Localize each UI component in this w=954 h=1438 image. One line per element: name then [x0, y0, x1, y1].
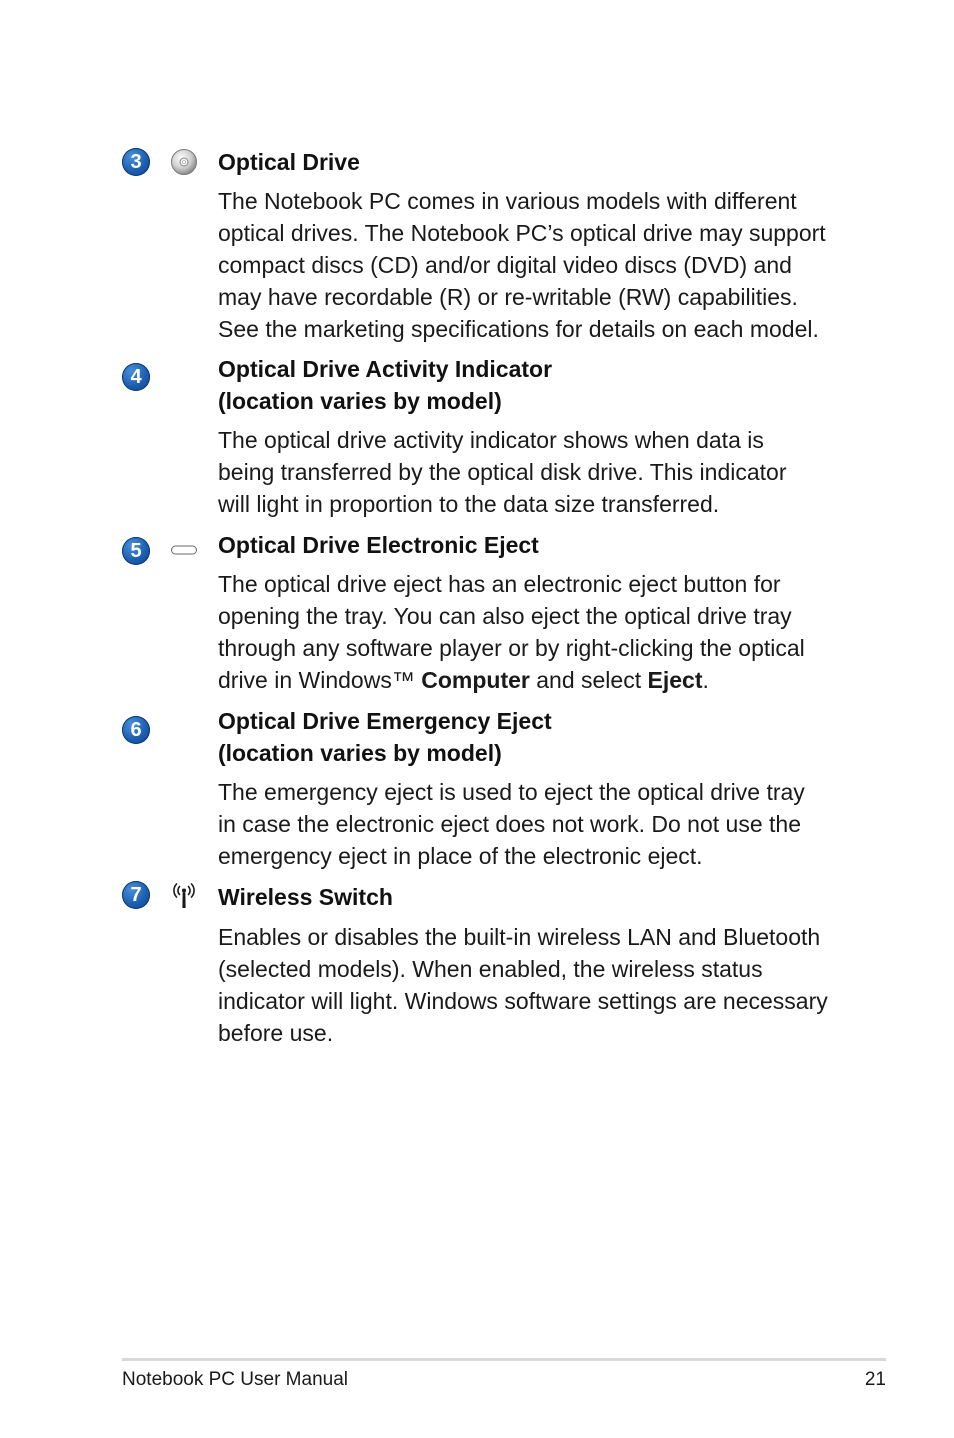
body-line: may have recordable (R) or re-writable (RW) capabilities.	[218, 284, 798, 310]
footer-divider	[122, 1358, 886, 1361]
footer-manual-title: Notebook PC User Manual	[122, 1369, 348, 1390]
body-text: drive in Windows™	[218, 667, 422, 693]
body-line: See the marketing specifications for details on each model.	[218, 316, 819, 342]
body-bold-eject: Eject	[647, 667, 703, 693]
item-body-optical-drive	[218, 185, 850, 345]
item-number-badge-3: 3	[122, 148, 150, 176]
body-line: The Notebook PC comes in various models with different	[218, 188, 797, 214]
body-line: in case the electronic eject does not work. Do not use the	[218, 811, 801, 837]
item-body-optical-drive-electronic-eject	[218, 568, 850, 696]
body-line: optical drives. The Notebook PC’s optical drive may support	[218, 220, 826, 246]
eject-button-icon	[170, 536, 198, 564]
title-line: Optical Drive Activity Indicator	[218, 356, 553, 382]
body-text: .	[702, 667, 709, 693]
body-line: The optical drive eject has an electronic eject button for	[218, 571, 781, 597]
body-bold-computer: Computer	[421, 667, 530, 693]
body-line: before use.	[218, 1020, 334, 1046]
body-line: opening the tray. You can also eject the optical drive tray	[218, 603, 792, 629]
item-title-optical-drive-electronic-eject: Optical Drive Electronic Eject	[218, 532, 539, 558]
body-line: will light in proportion to the data size transferred.	[218, 491, 720, 517]
title-line: (location varies by model)	[218, 740, 502, 766]
item-title-optical-drive-emergency-eject	[218, 705, 858, 769]
title-line: (location varies by model)	[218, 388, 502, 414]
body-line: emergency eject in place of the electronic eject.	[218, 843, 703, 869]
wireless-antenna-icon	[170, 881, 198, 909]
body-line: Enables or disables the built-in wireless LAN and Bluetooth	[218, 924, 821, 950]
body-line: indicator will light. Windows software settings are necessary	[218, 988, 828, 1014]
body-line: through any software player or by right-clicking the optical	[218, 635, 805, 661]
body-line: (selected models). When enabled, the wireless status	[218, 956, 763, 982]
item-title-wireless-switch: Wireless Switch	[218, 884, 393, 910]
item-number-badge-6: 6	[122, 716, 150, 744]
item-body-optical-drive-emergency-eject	[218, 776, 850, 872]
body-text: and select	[529, 667, 648, 693]
item-body-wireless-switch	[218, 921, 850, 1049]
item-number-badge-7: 7	[122, 881, 150, 909]
body-line: being transferred by the optical disk drive. This indicator	[218, 459, 787, 485]
optical-disc-icon	[170, 148, 198, 176]
footer-page-number: 21	[864, 1369, 886, 1390]
body-line: The emergency eject is used to eject the optical drive tray	[218, 779, 805, 805]
body-line	[218, 664, 850, 696]
item-number-badge-5: 5	[122, 537, 150, 565]
item-number-badge-4: 4	[122, 363, 150, 391]
body-line: compact discs (CD) and/or digital video discs (DVD) and	[218, 252, 792, 278]
item-body-optical-drive-activity-indicator	[218, 424, 850, 520]
item-title-optical-drive-activity-indicator	[218, 353, 858, 417]
item-title-optical-drive: Optical Drive	[218, 149, 360, 175]
body-line: The optical drive activity indicator shows when data is	[218, 427, 764, 453]
title-line: Optical Drive Emergency Eject	[218, 708, 552, 734]
